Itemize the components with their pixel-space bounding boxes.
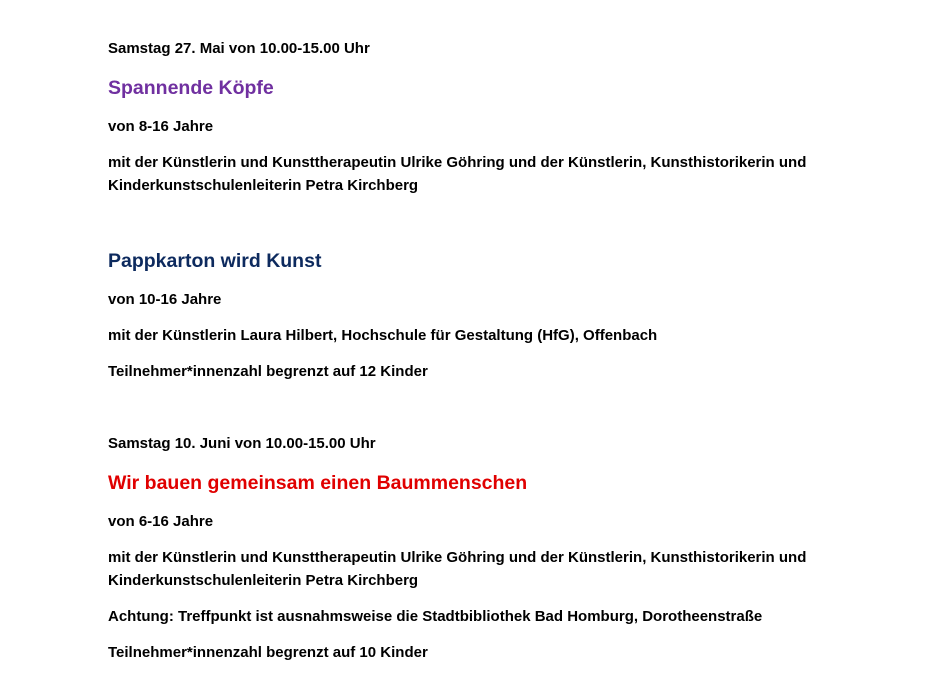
- workshop-artists: mit der Künstlerin und Kunsttherapeutin Ulrike Göhring und der Künstlerin, Kunsthistorikerin und Kinderkunstschulenleiterin Petra Kirchberg: [108, 549, 807, 589]
- workshop-title-spannende-koepfe: Spannende Köpfe: [108, 77, 274, 99]
- workshop-title-baummenschen: Wir bauen gemeinsam einen Baummenschen: [108, 472, 528, 494]
- event1-date: Samstag 27. Mai von 10.00-15.00 Uhr: [108, 40, 370, 57]
- workshop-participant-limit: Teilnehmer*innenzahl begrenzt auf 12 Kinder: [108, 363, 428, 380]
- workshop-age: von 8-16 Jahre: [108, 118, 214, 135]
- workshop-participant-limit: Teilnehmer*innenzahl begrenzt auf 10 Kinder: [108, 644, 428, 661]
- event2-date: Samstag 10. Juni von 10.00-15.00 Uhr: [108, 435, 376, 452]
- workshop-artists: mit der Künstlerin und Kunsttherapeutin Ulrike Göhring und der Künstlerin, Kunsthistorikerin und Kinderkunstschulenleiterin Petra Kirchberg: [108, 154, 807, 194]
- workshop-title-pappkarton: Pappkarton wird Kunst: [108, 250, 322, 272]
- workshop-age: von 6-16 Jahre: [108, 513, 214, 530]
- workshop-artists: mit der Künstlerin Laura Hilbert, Hochschule für Gestaltung (HfG), Offenbach: [108, 327, 658, 344]
- workshop-age: von 10-16 Jahre: [108, 291, 222, 308]
- workshop-meeting-point-note: Achtung: Treffpunkt ist ausnahmsweise die Stadtbibliothek Bad Homburg, Dorotheenstraße: [108, 608, 763, 625]
